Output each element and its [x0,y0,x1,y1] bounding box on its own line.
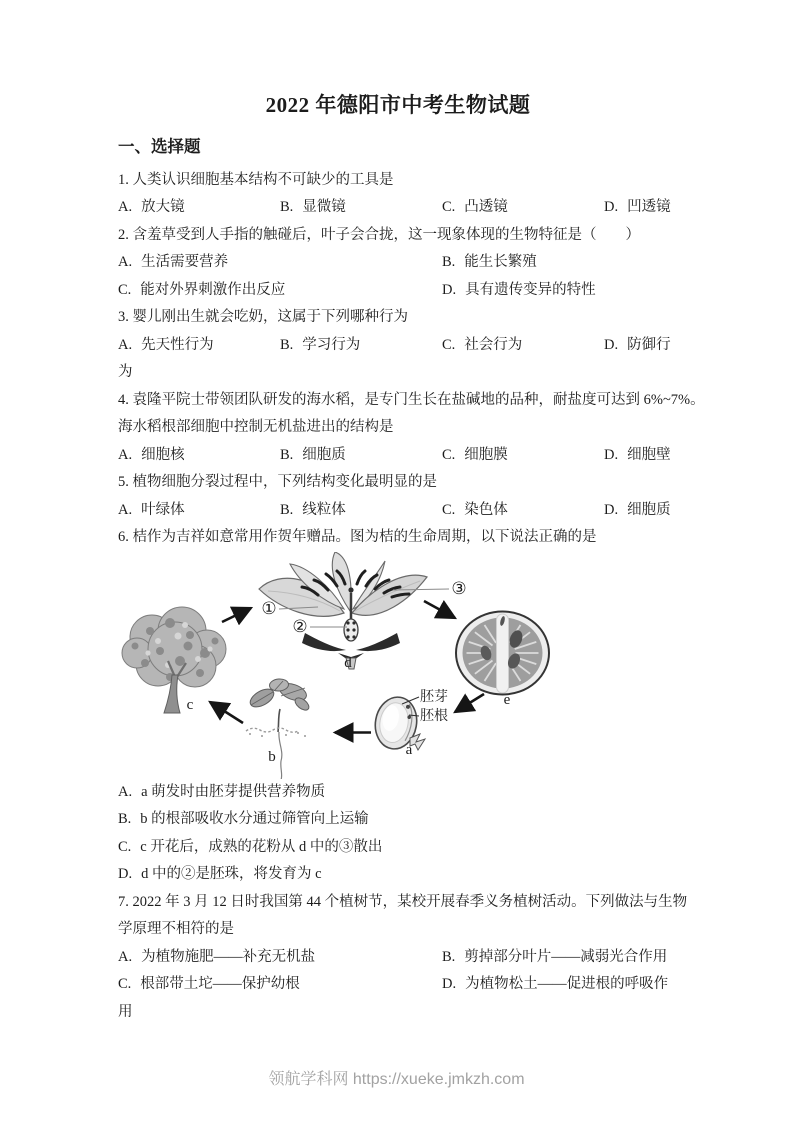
question-2-options-row-1 [118,249,678,277]
option-a [118,249,442,277]
option-label: B. [280,336,294,353]
option-b [280,194,442,222]
arrow-fruit-to-seed [455,694,484,712]
option-a [118,194,280,222]
arrow-seedling-to-tree [210,702,243,723]
question-6-stem: 6. 桔作为吉祥如意常用作贺年赠品。图为桔的生命周期，以下说法正确的是 [118,529,597,545]
page-title: 2022 年德阳市中考生物试题 [265,93,531,117]
option-text: 细胞质 [302,446,346,463]
question-4-options [118,442,678,470]
option-d [604,497,671,525]
diagram-label-d: d [344,654,352,671]
option-text: 细胞核 [141,446,185,463]
option-text: b 的根部吸收水分通过筛管向上运输 [140,811,369,827]
diagram-label-e: e [503,691,511,708]
option-text: d 中的②是胚珠，将发育为 c [141,866,322,882]
question-5 [118,469,678,524]
option-label: D. [604,446,619,463]
question-7 [118,889,688,1027]
option-text: 凸透镜 [464,199,508,215]
question-1-options [118,194,678,222]
watermark: 领航学科网 https://xueke.jmkzh.com [268,1071,525,1088]
option-label: D. [604,199,619,215]
option-label: B. [280,501,294,518]
option-label: A. [118,948,133,965]
section-heading: 一、选择题 [118,137,201,156]
option-label: B. [118,811,132,827]
question-6-option-a [118,779,678,807]
question-4-stem-line-1: 4. 袁隆平院士带领团队研发的海水稻，是专门生长在盐碱地的品种，耐盐度可达到 6%~7%。 [118,391,705,408]
arrow-tree-to-flower [222,608,251,622]
option-label: C. [442,336,456,353]
option-a [118,442,280,470]
option-text: 凹透镜 [627,199,671,215]
option-text: a 萌发时由胚芽提供营养物质 [141,783,326,800]
option-text: 叶绿体 [141,501,185,518]
option-d [442,277,596,305]
option-c [442,194,604,222]
option-text: 能生长繁殖 [464,254,537,270]
option-text: 细胞壁 [627,446,671,463]
option-text: 能对外界刺激作出反应 [140,281,286,298]
question-7-options-row-1 [118,944,678,972]
diagram-label-b: b [268,748,276,765]
question-2 [118,222,678,305]
option-text: 显微镜 [302,199,346,215]
question-6-option-d [118,861,678,889]
life-cycle-diagram-svg [112,552,582,779]
option-text: 具有遗传变异的特性 [465,281,596,298]
option-label: D. [118,866,133,882]
option-label: C. [442,446,456,463]
option-a [118,944,442,972]
option-c [118,277,442,305]
flower-illustration [259,552,427,669]
option-text: 细胞膜 [464,446,508,463]
diagram-label-2: ② [292,616,308,636]
question-7-options-row-2 [118,971,678,999]
option-text: 为植物施肥——补充无机盐 [141,948,316,965]
option-label: C. [442,199,456,215]
option-label: B. [442,948,456,965]
option-label: B. [442,254,456,270]
question-3-stem: 3. 婴儿刚出生就会吃奶，这属于下列哪种行为 [118,309,408,325]
option-label: A. [118,254,133,270]
question-7-stem-line-1: 7. 2022 年 3 月 12 日时我国第 44 个植树节，某校开展春季义务植树活动。下列做法与生物 [118,893,688,910]
option-label: A. [118,501,133,518]
question-7-stem-line-2: 学原理不相符的是 [118,921,234,937]
life-cycle-diagram [118,552,678,779]
option-b [280,332,442,360]
question-3 [118,304,678,387]
option-b [442,944,667,972]
question-3-options [118,332,678,360]
diagram-label-a: a [405,741,413,758]
diagram-label-c: c [186,696,194,713]
diagram-label-1: ① [261,598,277,618]
option-c [442,442,604,470]
question-2-stem: 2. 含羞草受到人手指的触碰后，叶子会合拢，这一现象体现的生物特征是（ ） [118,226,640,243]
option-d [604,194,671,222]
option-label: B. [280,199,294,215]
diagram-label-embryo-bud: 胚芽 [420,689,448,705]
option-label: D. [604,501,619,518]
option-label: C. [118,281,132,298]
option-text: 剪掉部分叶片——减弱光合作用 [464,948,668,965]
option-text: 社会行为 [464,336,523,353]
option-label: C. [118,976,132,992]
option-label: A. [118,199,133,215]
option-d [604,332,671,360]
question-4-stem-line-2: 海水稻根部细胞中控制无机盐进出的结构是 [118,419,394,435]
option-label: C. [118,838,132,855]
option-a [118,497,280,525]
seedling-illustration [246,678,311,779]
question-6-option-c [118,834,678,862]
question-4 [118,387,705,470]
option-label: D. [442,976,457,992]
option-d [442,971,668,999]
option-a [118,332,280,360]
question-6-option-b [118,806,678,834]
question-6 [118,524,678,889]
option-label: A. [118,446,133,463]
diagram-label-embryo-root: 胚根 [420,708,448,724]
option-text: 染色体 [464,501,508,518]
option-b [280,497,442,525]
question-3-option-d-continuation: 为 [118,364,133,380]
fruit-illustration [456,611,549,694]
option-label: D. [604,336,619,353]
option-label: B. [280,446,294,463]
option-text: 先天性行为 [141,336,214,353]
option-text: c 开花后，成熟的花粉从 d 中的③散出 [140,838,383,855]
seed-illustration [371,693,425,751]
diagram-label-3: ③ [451,578,467,598]
question-1 [118,167,678,222]
question-2-options-row-2 [118,277,678,305]
option-b [280,442,442,470]
option-b [442,249,537,277]
question-1-stem: 1. 人类认识细胞基本结构不可缺少的工具是 [118,171,394,188]
option-d [604,442,671,470]
option-label: D. [442,281,457,298]
option-c [442,497,604,525]
option-text: 细胞质 [627,501,671,518]
option-text: 学习行为 [302,336,361,353]
tree-illustration [122,607,226,713]
question-7-option-d-continuation: 用 [118,1003,133,1020]
option-text: 防御行 [627,336,671,353]
option-text: 根部带土坨——保护幼根 [140,976,300,992]
option-c [118,971,442,999]
option-text: 为植物松土——促进根的呼吸作 [465,976,669,992]
option-label: A. [118,336,133,353]
option-label: C. [442,501,456,518]
arrow-flower-to-fruit [424,601,455,618]
option-text: 放大镜 [141,199,185,215]
question-5-options [118,497,678,525]
option-text: 线粒体 [302,501,346,518]
option-label: A. [118,783,133,800]
question-5-stem: 5. 植物细胞分裂过程中，下列结构变化最明显的是 [118,474,437,490]
option-c [442,332,604,360]
option-text: 生活需要营养 [141,254,229,270]
